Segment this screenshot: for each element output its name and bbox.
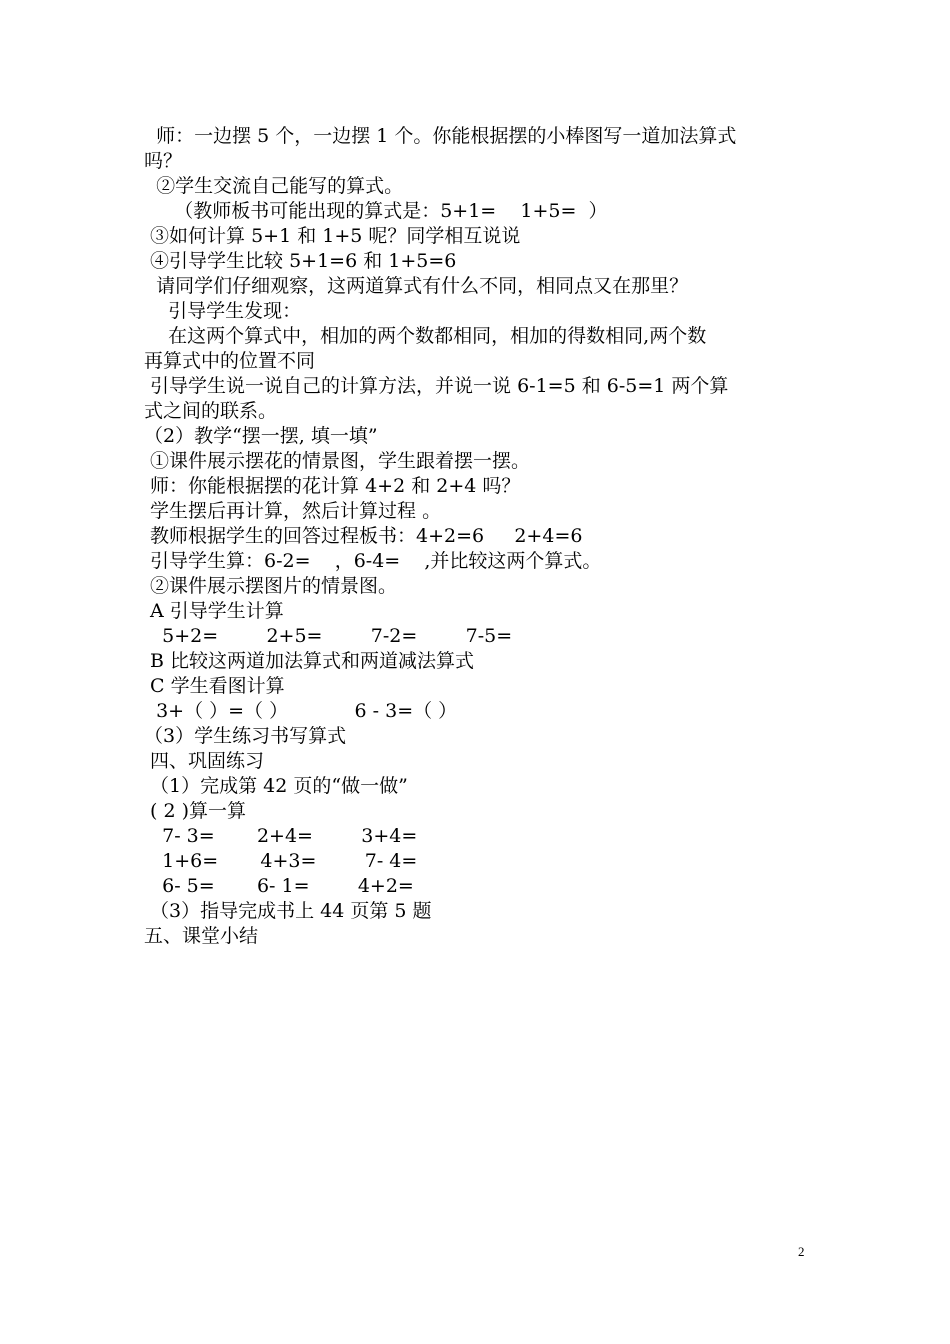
equation-line: 7- 3= 2+4= 3+4= [144,825,418,847]
text-line: C 学生看图计算 [144,675,285,697]
text-line: 引导学生发现： [144,300,302,322]
text-line: （3）指导完成书上 44 页第 5 题 [144,900,432,922]
text-line: 引导学生算：6-2= ，6-4= ,并比较这两个算式。 [144,550,602,572]
text-line: ④引导学生比较 5+1=6 和 1+5=6 [144,250,457,272]
equation-line: 6- 5= 6- 1= 4+2= [144,875,414,897]
text-line: 师：一边摆 5 个，一边摆 1 个。你能根据摆的小棒图写一道加法算式 [144,125,737,147]
text-line: ②学生交流自己能写的算式。 [144,175,404,197]
section-heading: （2）教学“摆一摆, 填一填” [144,425,378,447]
section-heading: 五、课堂小结 [144,925,259,947]
text-line: 引导学生说一说自己的计算方法，并说一说 6-1=5 和 6-5=1 两个算 [144,375,729,397]
text-line: 教师根据学生的回答过程板书：4+2=6 2+4=6 [144,525,583,547]
lesson-text [144,124,808,949]
text-line: ( 2 )算一算 [144,800,247,822]
equation-line: 1+6= 4+3= 7- 4= [144,850,418,872]
text-line: 式之间的联系。 [144,400,278,422]
text-line: ③如何计算 5+1 和 1+5 呢？同学相互说说 [144,225,521,247]
text-line: （1）完成第 42 页的“做一做” [144,775,408,797]
section-heading: 四、巩固练习 [144,750,265,772]
text-line: 在这两个算式中，相加的两个数都相同，相加的得数相同,两个数 [144,325,707,347]
text-line: A 引导学生计算 [144,600,284,622]
equation-line: 3+（ ）=（ ） 6 - 3=（ ） [144,700,458,722]
text-line: 再算式中的位置不同 [144,350,316,372]
text-line: B 比较这两道加法算式和两道减法算式 [144,650,475,672]
text-line: （教师板书可能出现的算式是：5+1= 1+5= ） [144,200,608,222]
text-line: ②课件展示摆图片的情景图。 [144,575,398,597]
text-line: 请同学们仔细观察，这两道算式有什么不同，相同点又在那里？ [144,275,689,297]
equation-line: 5+2= 2+5= 7-2= 7-5= [144,625,513,647]
text-line: ①课件展示摆花的情景图，学生跟着摆一摆。 [144,450,531,472]
text-line: 吗？ [144,150,183,172]
text-line: 师：你能根据摆的花计算 4+2 和 2+4 吗？ [144,475,521,497]
section-heading: （3）学生练习书写算式 [144,725,347,747]
page-number: 2 [798,1244,805,1259]
text-line: 学生摆后再计算，然后计算过程 。 [144,500,442,522]
